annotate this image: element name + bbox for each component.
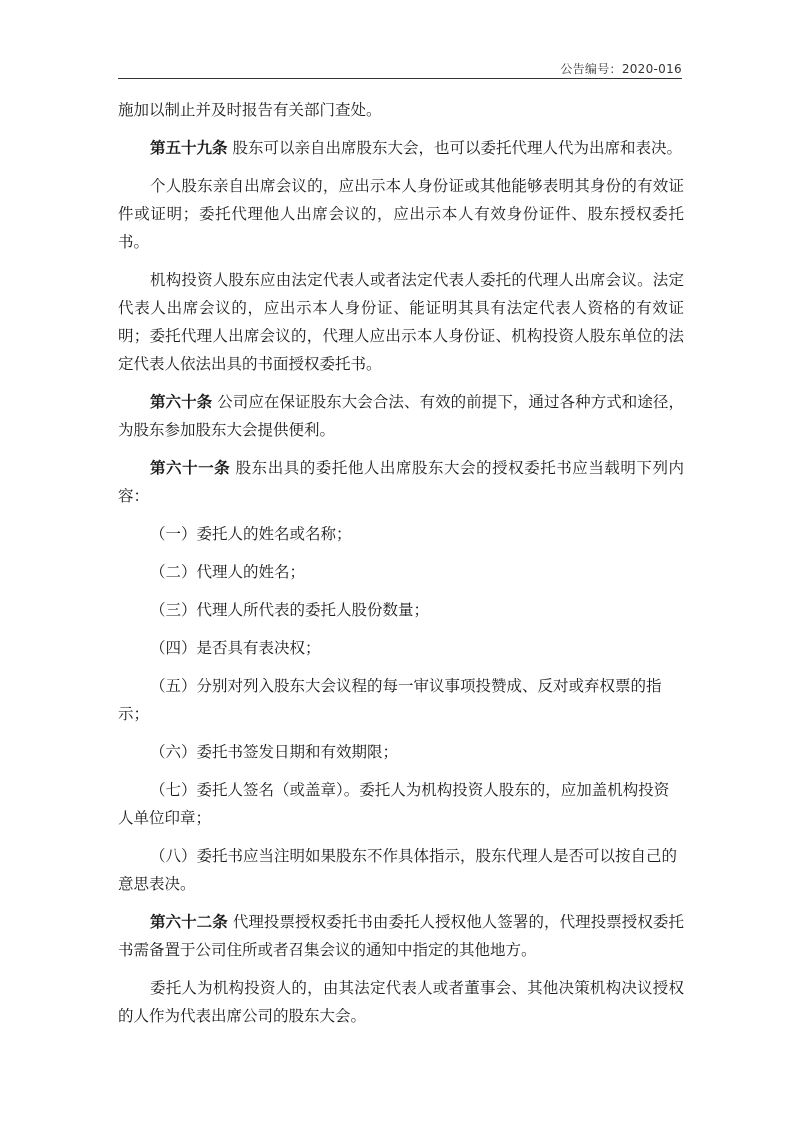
- article-60-text: 公司应在保证股东大会合法、有效的前提下，通过各种方式和途径，为股东参加股东大会提供便利。: [118, 393, 684, 439]
- list-item: （八）委托书应当注明如果股东不作具体指示，股东代理人是否可以按自己的意思表决。: [118, 847, 678, 893]
- paragraph-institutional-principal: 委托人为机构投资人的，由其法定代表人或者董事会、其他决策机构决议授权的人作为代表出席公司的股东大会。: [118, 979, 684, 1025]
- article-62-text: 代理投票授权委托书由委托人授权他人签署的，代理投票授权委托书需备置于公司住所或者召集会议的通知中指定的其他地方。: [118, 913, 684, 959]
- list-item: （二）代理人的姓名；: [150, 563, 306, 581]
- article-62-title: 第六十二条: [150, 913, 228, 931]
- article-62: [118, 908, 684, 964]
- document-body: [118, 96, 684, 1040]
- article-59-title: 第五十九条: [150, 139, 228, 157]
- paragraph-continuation: 施加以制止并及时报告有关部门查处。: [118, 101, 382, 119]
- header-rule: [118, 78, 682, 79]
- list-item: （一）委托人的姓名或名称；: [150, 525, 352, 543]
- list-item: （四）是否具有表决权；: [150, 639, 321, 657]
- list-item: （六）委托书签发日期和有效期限；: [150, 743, 399, 761]
- article-60-title: 第六十条: [150, 393, 213, 411]
- article-60: [118, 388, 684, 444]
- article-61-text: 股东出具的委托他人出席股东大会的授权委托书应当载明下列内容：: [118, 459, 684, 505]
- article-61-title: 第六十一条: [150, 459, 231, 477]
- paragraph-individual-shareholder: 个人股东亲自出席会议的，应出示本人身份证或其他能够表明其身份的有效证件或证明；委托代理他人出席会议的，应出示本人有效身份证件、股东授权委托书。: [118, 177, 684, 251]
- list-item: （五）分别对列入股东大会议程的每一审议事项投赞成、反对或弃权票的指示；: [118, 677, 662, 723]
- article-59: [118, 134, 684, 162]
- article-61: [118, 454, 684, 510]
- article-59-text: 股东可以亲自出席股东大会，也可以委托代理人代为出席和表决。: [232, 139, 682, 157]
- list-item: （三）代理人所代表的委托人股份数量；: [150, 601, 430, 619]
- list-item: （七）委托人签名（或盖章）。委托人为机构投资人股东的，应加盖机构投资人单位印章；: [118, 781, 670, 827]
- paragraph-institutional-shareholder: 机构投资人股东应由法定代表人或者法定代表人委托的代理人出席会议。法定代表人出席会议的，应出示本人身份证、能证明其具有法定代表人资格的有效证明；委托代理人出席会议的，代理人应出示本人身份证、机构投资人股东单位的法定代表人依法出具的书面授权委托书。: [118, 271, 684, 373]
- notice-number: 公告编号：2020-016: [560, 62, 682, 76]
